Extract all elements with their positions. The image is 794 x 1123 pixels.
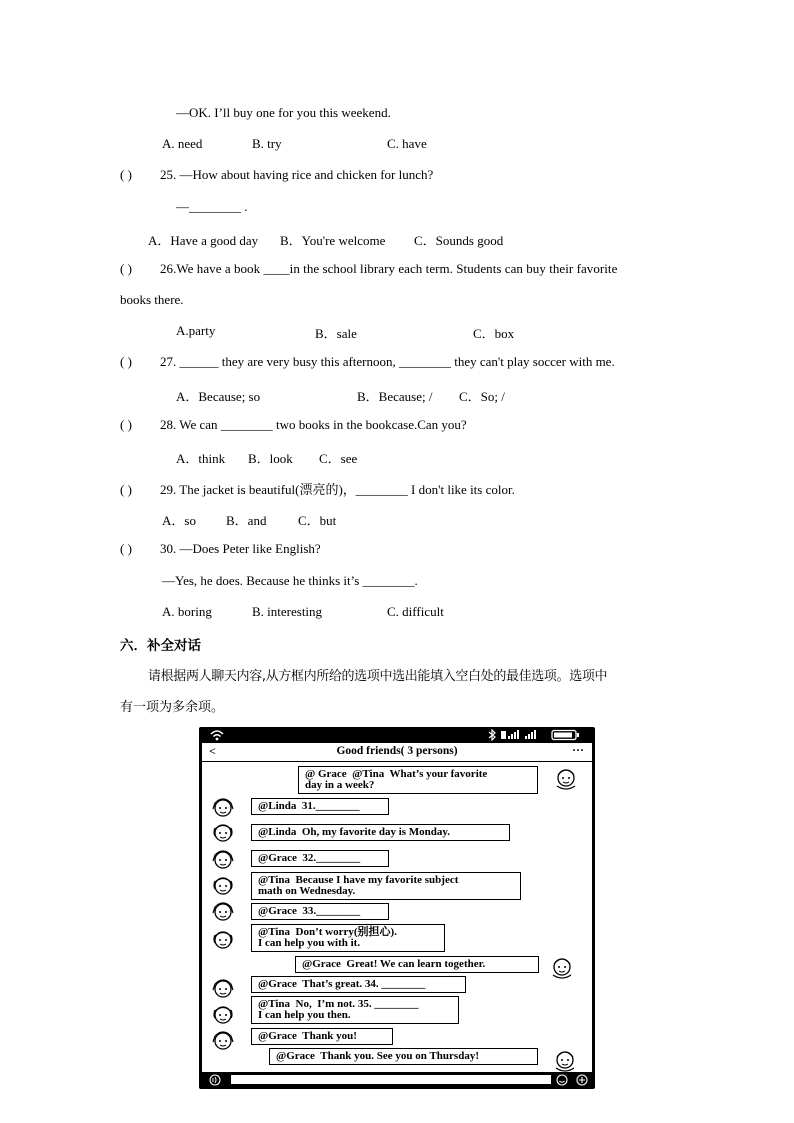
- avatar-grace-icon: [549, 955, 575, 979]
- battery-icon: [551, 729, 581, 741]
- option-c: C．but: [298, 513, 337, 528]
- wifi-icon: [209, 729, 225, 741]
- q25-answer: —________ .: [176, 199, 248, 214]
- question-stem: 25. —How about having rice and chicken for lunch?: [160, 167, 434, 182]
- chat-message: @Tina No, I’m not. 35. ________ I can help you then.: [251, 996, 459, 1024]
- bluetooth-icon: [488, 729, 496, 741]
- status-bar: [199, 727, 595, 743]
- q24-reply: —OK. I’ll buy one for you this weekend.: [176, 105, 391, 120]
- chat-message: @Tina Don’t worry(别担心). I can help you with it.: [251, 924, 445, 952]
- chat-message: @Tina Because I have my favorite subject math on Wednesday.: [251, 872, 521, 900]
- signal-icon: [501, 729, 545, 741]
- option-b: B．and: [226, 513, 267, 528]
- chat-message: @Grace Thank you!: [251, 1028, 393, 1045]
- avatar-tina-icon: [210, 873, 236, 897]
- option-b: B．look: [248, 451, 293, 466]
- option-b: B．Because; /: [357, 389, 433, 404]
- q26-continuation: books there.: [120, 292, 184, 307]
- answer-bracket: ( ): [120, 354, 132, 369]
- section-title: 六．补全对话: [120, 638, 201, 654]
- chat-message: @Linda Oh, my favorite day is Monday.: [251, 824, 510, 841]
- instruction-line-2: 有一项为多余项。: [120, 700, 225, 715]
- chat-message: @Grace 32.________: [251, 850, 389, 867]
- chat-title-bar: [202, 743, 592, 762]
- answer-bracket: ( ): [120, 541, 132, 556]
- chat-message: @Grace Thank you. See you on Thursday!: [269, 1048, 538, 1065]
- option-c: C．see: [319, 451, 358, 466]
- question-28: [120, 417, 467, 433]
- avatar-linda-icon: [210, 899, 236, 923]
- voice-icon[interactable]: [208, 1074, 222, 1086]
- question-25: [120, 167, 433, 183]
- answer-bracket: ( ): [120, 167, 132, 182]
- chat-message: @Grace 33.________: [251, 903, 389, 920]
- question-stem: 30. —Does Peter like English?: [160, 541, 321, 556]
- avatar-linda-icon: [210, 976, 236, 1000]
- avatar-linda-icon: [210, 1028, 236, 1052]
- option-a: A．Have a good day: [148, 233, 259, 248]
- option-c: C．So; /: [459, 389, 505, 404]
- option-a: A．think: [176, 451, 226, 466]
- chat-message: @ Grace @Tina What’s your favorite day in a week?: [298, 766, 538, 794]
- chat-area: [202, 762, 592, 1072]
- question-27: [120, 354, 615, 370]
- option-c: C．Sounds good: [414, 233, 504, 248]
- chat-title: Good friends( 3 persons): [336, 745, 458, 757]
- question-stem: 27. ______ they are very busy this afternoon, ________ they can't play soccer with me.: [160, 354, 615, 369]
- option-a: A．Because; so: [176, 389, 261, 404]
- chat-message: @Grace Great! We can learn together.: [295, 956, 539, 973]
- chat-phone-image: [199, 727, 595, 1089]
- chat-message: @Linda 31.________: [251, 798, 389, 815]
- more-menu-button[interactable]: ···: [571, 743, 584, 757]
- chat-input-bar: [202, 1073, 592, 1087]
- option-a: A. boring: [162, 604, 212, 619]
- question-stem: 28. We can ________ two books in the bookcase.Can you?: [160, 417, 467, 432]
- chat-message: @Grace That’s great. 34. ________: [251, 976, 466, 993]
- answer-bracket: ( ): [120, 482, 132, 497]
- avatar-linda-icon: [210, 847, 236, 871]
- answer-bracket: ( ): [120, 261, 132, 276]
- back-button[interactable]: <: [209, 744, 216, 758]
- question-29: [120, 479, 515, 498]
- question-stem: 29. The jacket is beautiful(漂亮的)，________ I don't like its color.: [160, 482, 515, 497]
- option-a: A. need: [162, 136, 203, 151]
- option-b: B. interesting: [252, 604, 323, 619]
- question-stem: 26.We have a book ____in the school library each term. Students can buy their favorite: [160, 261, 618, 276]
- option-b: B. try: [252, 136, 282, 151]
- answer-bracket: ( ): [120, 417, 132, 432]
- q30-answer: —Yes, he does. Because he thinks it’s ________.: [162, 573, 418, 588]
- option-a: A．so: [162, 513, 196, 528]
- avatar-tina-icon: [210, 1002, 236, 1026]
- plus-icon[interactable]: [575, 1074, 589, 1086]
- avatar-linda-icon: [210, 795, 236, 819]
- avatar-grace-icon: [552, 1048, 578, 1072]
- option-c: C. difficult: [387, 604, 444, 619]
- instruction-line-1: 请根据两人聊天内容,从方框内所给的选项中选出能填入空白处的最佳选项。选项中: [148, 669, 608, 684]
- avatar-tina-icon: [210, 820, 236, 844]
- option-c: C．box: [473, 326, 515, 341]
- avatar-tina-icon: [210, 927, 236, 951]
- option-b: B．You're welcome: [280, 233, 386, 248]
- option-b: B．sale: [315, 326, 357, 341]
- avatar-grace-icon: [553, 766, 579, 790]
- message-input[interactable]: [231, 1075, 551, 1084]
- question-26: [120, 261, 617, 277]
- emoji-icon[interactable]: [555, 1074, 569, 1086]
- question-30: [120, 541, 321, 557]
- option-c: C. have: [387, 136, 427, 151]
- option-a: A.party: [176, 323, 216, 338]
